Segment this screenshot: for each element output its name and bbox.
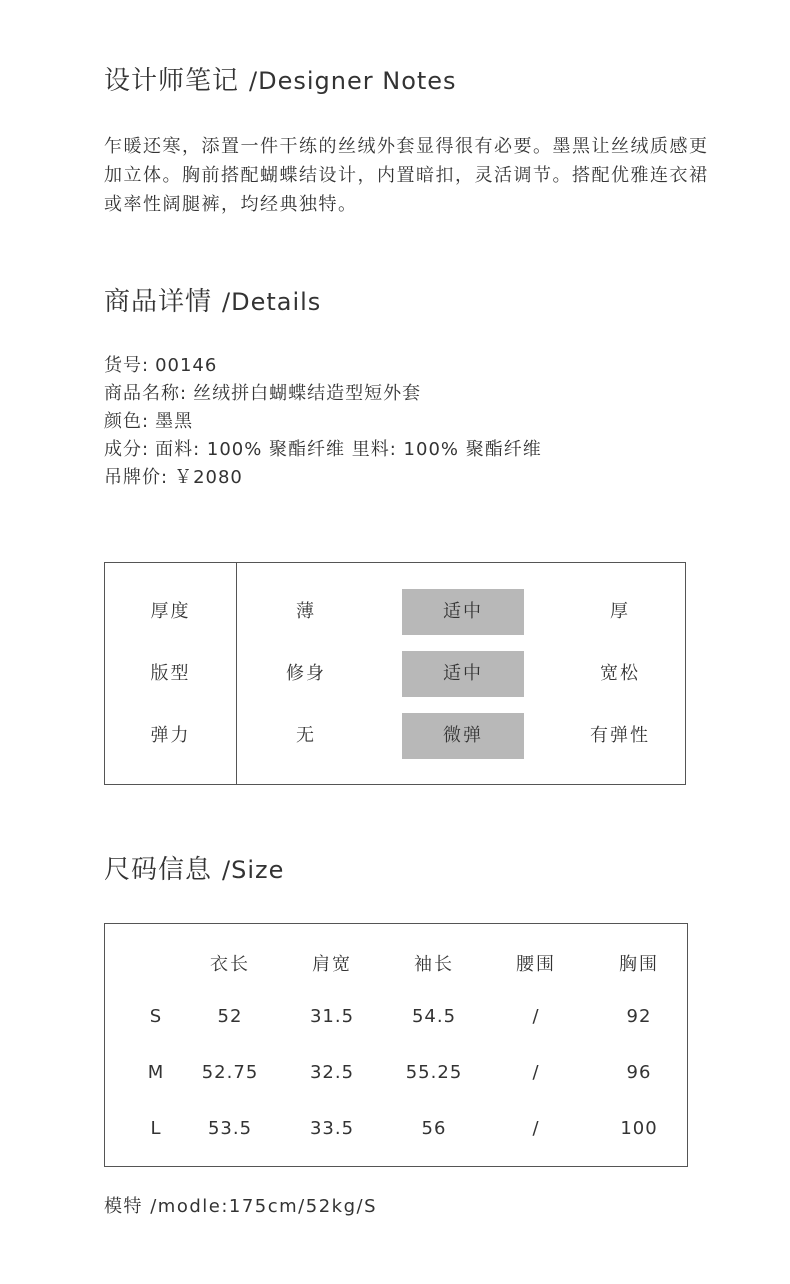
size-header-cell: 袖长 (414, 954, 454, 975)
detail-row-sku (104, 352, 542, 380)
detail-row-name (104, 380, 542, 408)
detail-value: 面料: 100% 聚酯纤维 里料: 100% 聚酯纤维 (155, 439, 542, 460)
designer-notes-title-cn: 设计师笔记 (104, 66, 240, 96)
size-value-cell: 100 (620, 1118, 658, 1139)
size-label-cell: S (149, 1006, 163, 1027)
details-title (104, 281, 321, 318)
size-header-cell: 肩宽 (312, 954, 352, 975)
size-value-cell: 56 (421, 1118, 447, 1139)
detail-row-material (104, 436, 542, 464)
detail-value: ￥2080 (174, 467, 243, 488)
size-value-cell: 53.5 (207, 1118, 253, 1139)
attribute-row-fit (105, 651, 685, 697)
attribute-name: 弹力 (150, 725, 191, 746)
detail-value: 墨黑 (155, 411, 194, 432)
size-title-cn: 尺码信息 (104, 855, 213, 885)
size-value-cell: 31.5 (309, 1006, 355, 1027)
designer-notes-subtitle: Designer Notes (258, 67, 457, 95)
size-header-cell: 腰围 (516, 954, 556, 975)
size-subtitle: Size (231, 856, 285, 884)
size-value-cell: 52.75 (201, 1062, 259, 1083)
detail-label: 成分: (104, 439, 150, 460)
size-header-cell: 衣长 (210, 954, 250, 975)
attribute-option: 无 (296, 725, 316, 746)
size-value-cell: 55.25 (405, 1062, 463, 1083)
attribute-option: 宽松 (600, 663, 640, 684)
details-title-en: /Details (222, 288, 322, 316)
size-title-en: /Size (222, 856, 285, 884)
size-value-cell: / (532, 1062, 540, 1083)
detail-value: 00146 (155, 355, 218, 376)
attribute-option: 薄 (296, 601, 316, 622)
attribute-row-thickness (105, 589, 685, 635)
designer-notes-title-en: /Designer Notes (249, 67, 457, 95)
attribute-option-selected: 适中 (402, 589, 524, 635)
size-value-cell: 32.5 (309, 1062, 355, 1083)
size-value-cell: / (532, 1118, 540, 1139)
size-value-cell: 96 (626, 1062, 652, 1083)
details-list (104, 352, 542, 492)
details-title-cn: 商品详情 (104, 287, 213, 317)
model-note: 模特 /modle:175cm/52kg/S (104, 1196, 377, 1217)
size-value-cell: 52 (217, 1006, 243, 1027)
attribute-table (104, 562, 686, 785)
attribute-option: 厚 (610, 601, 630, 622)
detail-label: 货号: (104, 355, 150, 376)
size-label-cell: L (150, 1118, 162, 1139)
detail-label: 商品名称: (104, 383, 188, 404)
size-label-cell: M (147, 1062, 165, 1083)
attribute-option: 修身 (286, 663, 326, 684)
attribute-option: 有弹性 (590, 725, 650, 746)
designer-notes-body: 乍暖还寒，添置一件干练的丝绒外套显得很有必要。墨黑让丝绒质感更加立体。胸前搭配蝴蝶结设计，内置暗扣，灵活调节。搭配优雅连衣裙或率性阔腿裤，均经典独特。 (104, 136, 709, 215)
size-value-cell: 92 (626, 1006, 652, 1027)
detail-label: 吊牌价: (104, 467, 169, 488)
size-header-cell: 胸围 (619, 954, 659, 975)
detail-label: 颜色: (104, 411, 150, 432)
attribute-row-elasticity (105, 713, 685, 759)
detail-row-color (104, 408, 542, 436)
detail-row-price (104, 464, 542, 492)
detail-value: 丝绒拼白蝴蝶结造型短外套 (193, 383, 422, 404)
size-value-cell: 54.5 (411, 1006, 457, 1027)
details-subtitle: Details (231, 288, 322, 316)
attribute-option-selected: 适中 (402, 651, 524, 697)
attribute-option-selected: 微弹 (402, 713, 524, 759)
attribute-name: 厚度 (150, 601, 191, 622)
size-table (104, 923, 688, 1167)
size-value-cell: 33.5 (309, 1118, 355, 1139)
size-value-cell: / (532, 1006, 540, 1027)
size-title (104, 849, 284, 886)
designer-notes-title (104, 60, 457, 97)
attribute-name: 版型 (150, 663, 191, 684)
